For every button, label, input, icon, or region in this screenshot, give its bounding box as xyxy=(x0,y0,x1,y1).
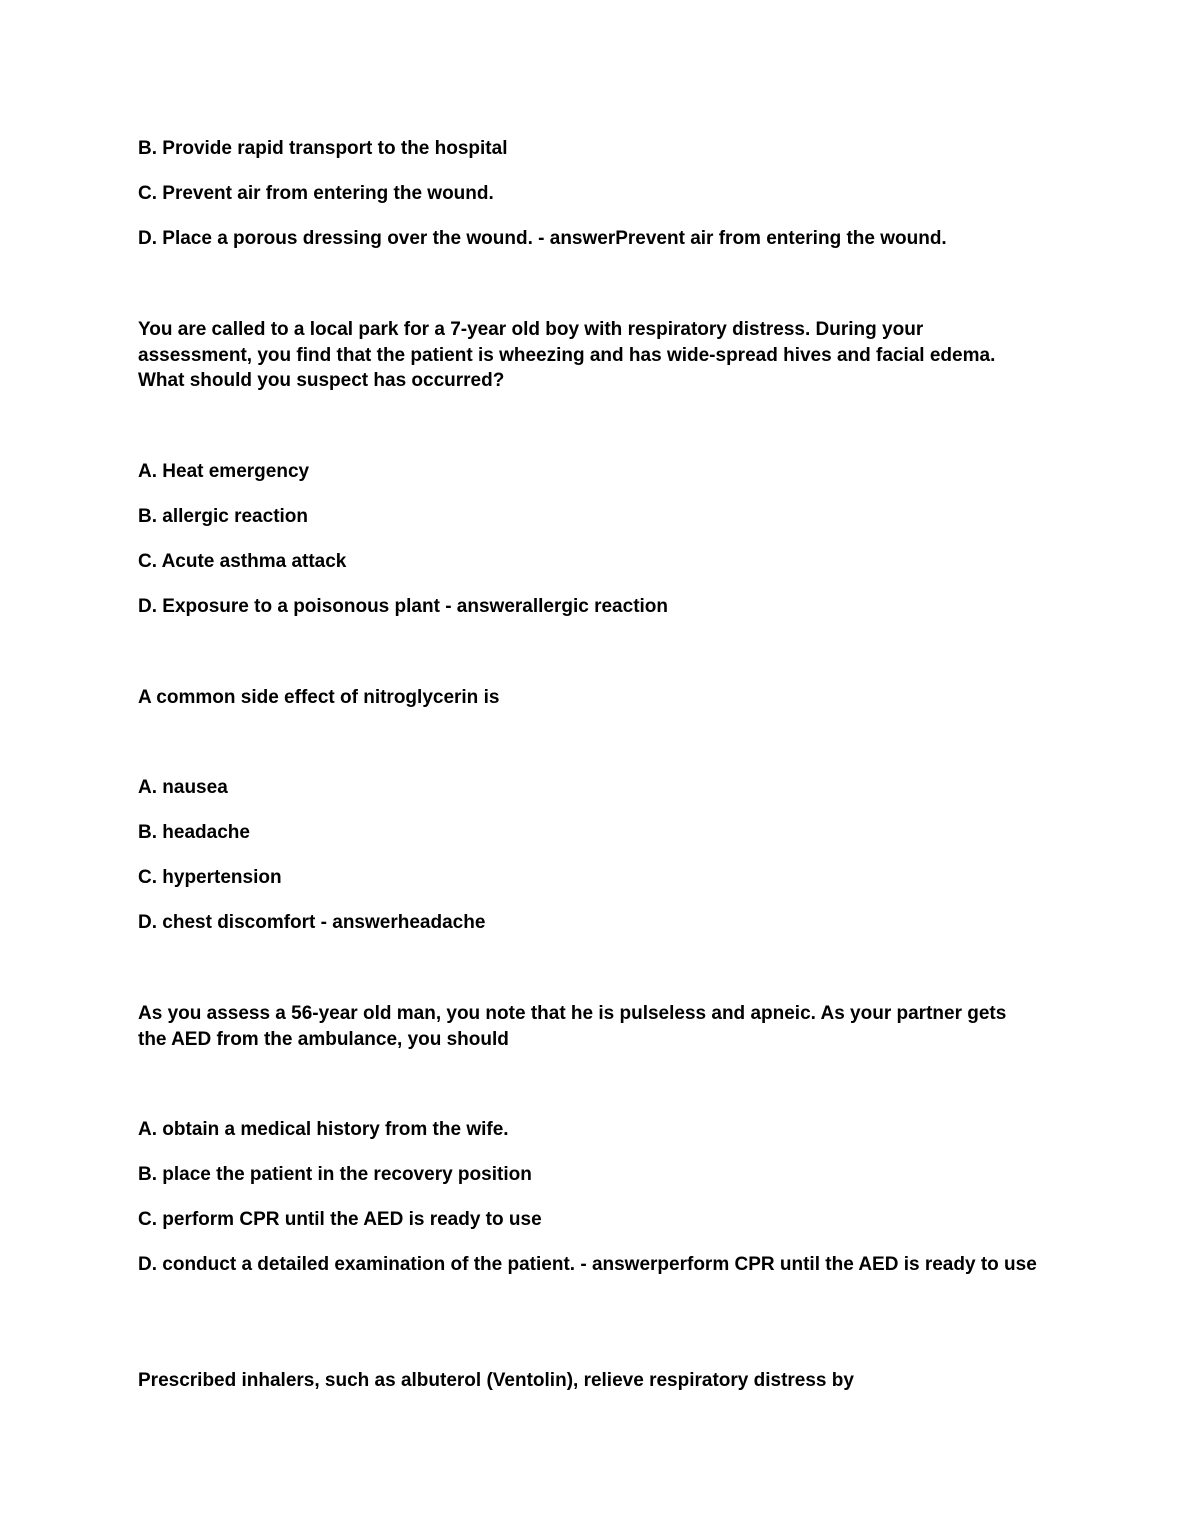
option-c: C. hypertension xyxy=(138,867,282,888)
question-text: A common side effect of nitroglycerin is xyxy=(138,687,500,708)
question-text: As you assess a 56-year old man, you note that he is pulseless and apneic. As your partner gets the AED from the ambulance, you should xyxy=(138,1003,1007,1050)
option-b: B. headache xyxy=(138,822,250,843)
option-a: A. Heat emergency xyxy=(138,461,310,482)
option-c: C. perform CPR until the AED is ready to use xyxy=(138,1209,542,1230)
option-c: C. Acute asthma attack xyxy=(138,551,347,572)
option-d-answer: D. Exposure to a poisonous plant - answerallergic reaction xyxy=(138,596,669,617)
option-d-answer: D. Place a porous dressing over the wound. - answerPrevent air from entering the wound. xyxy=(138,228,947,249)
option-a: A. obtain a medical history from the wife. xyxy=(138,1119,509,1140)
option-b: B. Provide rapid transport to the hospital xyxy=(138,138,508,159)
option-d-answer: D. chest discomfort - answerheadache xyxy=(138,912,486,933)
option-b: B. place the patient in the recovery position xyxy=(138,1164,532,1185)
option-d-answer: D. conduct a detailed examination of the patient. - answerperform CPR until the AED is ready to use xyxy=(138,1254,1037,1275)
option-b: B. allergic reaction xyxy=(138,506,309,527)
option-a: A. nausea xyxy=(138,777,228,798)
question-text: Prescribed inhalers, such as albuterol (Ventolin), relieve respiratory distress by xyxy=(138,1370,854,1391)
question-text: You are called to a local park for a 7-year old boy with respiratory distress. During your assessment, you find that the patient is wheezing and has wide-spread hives and facial edema. What should you suspect has occurred? xyxy=(138,319,996,391)
option-c: C. Prevent air from entering the wound. xyxy=(138,183,494,204)
